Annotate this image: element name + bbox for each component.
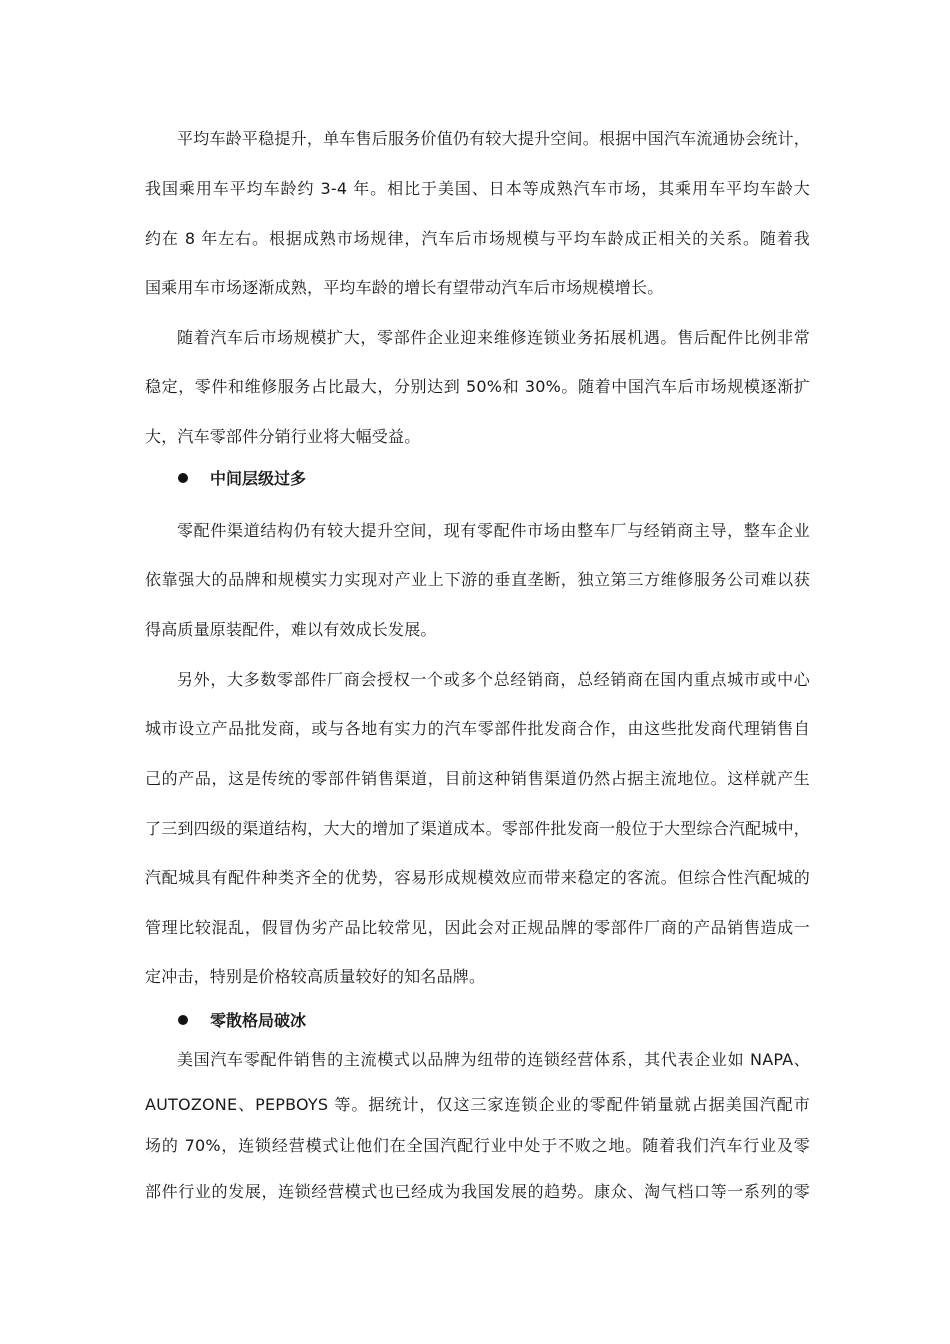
paragraph-1-line-2: 我国乘用车平均车龄约 3-4 年。相比于美国、日本等成熟汽车市场，其乘用车平均车龄大 bbox=[145, 179, 810, 198]
bullet-icon bbox=[178, 473, 188, 483]
bullet-icon bbox=[178, 1015, 188, 1025]
paragraph-4-line-7: 定冲击，特别是价格较高质量较好的知名品牌。 bbox=[145, 967, 486, 986]
section-heading bbox=[178, 468, 306, 490]
paragraph-2-line-2: 稳定，零件和维修服务占比最大，分别达到 50%和 30%。随着中国汽车后市场规模逐渐扩 bbox=[145, 377, 810, 396]
section-heading-text: 中间层级过多 bbox=[210, 469, 307, 488]
paragraph-3-line-1: 零配件渠道结构仍有较大提升空间，现有零配件市场由整车厂与经销商主导，整车企业 bbox=[177, 521, 810, 540]
paragraph-3-line-3: 得高质量原装配件，难以有效成长发展。 bbox=[145, 620, 437, 639]
paragraph-3-line-2: 依靠强大的品牌和规模实力实现对产业上下游的垂直垄断，独立第三方维修服务公司难以获 bbox=[145, 570, 810, 589]
paragraph-1-line-1: 平均车龄平稳提升，单车售后服务价值仍有较大提升空间。根据中国汽车流通协会统计， bbox=[177, 129, 810, 148]
paragraph-5-line-2: AUTOZONE、PEPBOYS 等。据统计，仅这三家连锁企业的零配件销量就占据美国汽配市 bbox=[145, 1095, 810, 1114]
section-heading-text: 零散格局破冰 bbox=[210, 1011, 307, 1030]
paragraph-4-line-1: 另外，大多数零部件厂商会授权一个或多个总经销商，总经销商在国内重点城市或中心 bbox=[177, 670, 810, 689]
paragraph-5-line-4: 部件行业的发展，连锁经营模式也已经成为我国发展的趋势。康众、淘气档口等一系列的零 bbox=[145, 1182, 810, 1201]
paragraph-4-line-3: 己的产品，这是传统的零部件销售渠道，目前这种销售渠道仍然占据主流地位。这样就产生 bbox=[145, 769, 810, 788]
paragraph-5-line-1: 美国汽车零配件销售的主流模式以品牌为纽带的连锁经营体系，其代表企业如 NAPA、 bbox=[177, 1050, 810, 1069]
paragraph-4-line-6: 管理比较混乱，假冒伪劣产品比较常见，因此会对正规品牌的零部件厂商的产品销售造成一 bbox=[145, 918, 810, 937]
paragraph-5-line-3: 场的 70%，连锁经营模式让他们在全国汽配行业中处于不败之地。随着我们汽车行业及零 bbox=[145, 1136, 810, 1155]
paragraph-2-line-3: 大，汽车零部件分销行业将大幅受益。 bbox=[145, 427, 421, 446]
paragraph-4-line-5: 汽配城具有配件种类齐全的优势，容易形成规模效应而带来稳定的客流。但综合性汽配城的 bbox=[145, 868, 810, 887]
paragraph-4-line-2: 城市设立产品批发商，或与各地有实力的汽车零部件批发商合作，由这些批发商代理销售自 bbox=[145, 719, 810, 738]
paragraph-2-line-1: 随着汽车后市场规模扩大，零部件企业迎来维修连锁业务拓展机遇。售后配件比例非常 bbox=[177, 328, 810, 347]
paragraph-1-line-4: 国乘用车市场逐渐成熟，平均车龄的增长有望带动汽车后市场规模增长。 bbox=[145, 278, 664, 297]
paragraph-4-line-4: 了三到四级的渠道结构，大大的增加了渠道成本。零部件批发商一般位于大型综合汽配城中， bbox=[145, 819, 810, 838]
paragraph-1-line-3: 约在 8 年左右。根据成熟市场规律，汽车后市场规模与平均车龄成正相关的关系。随着我 bbox=[145, 229, 810, 248]
section-heading bbox=[178, 1010, 306, 1032]
